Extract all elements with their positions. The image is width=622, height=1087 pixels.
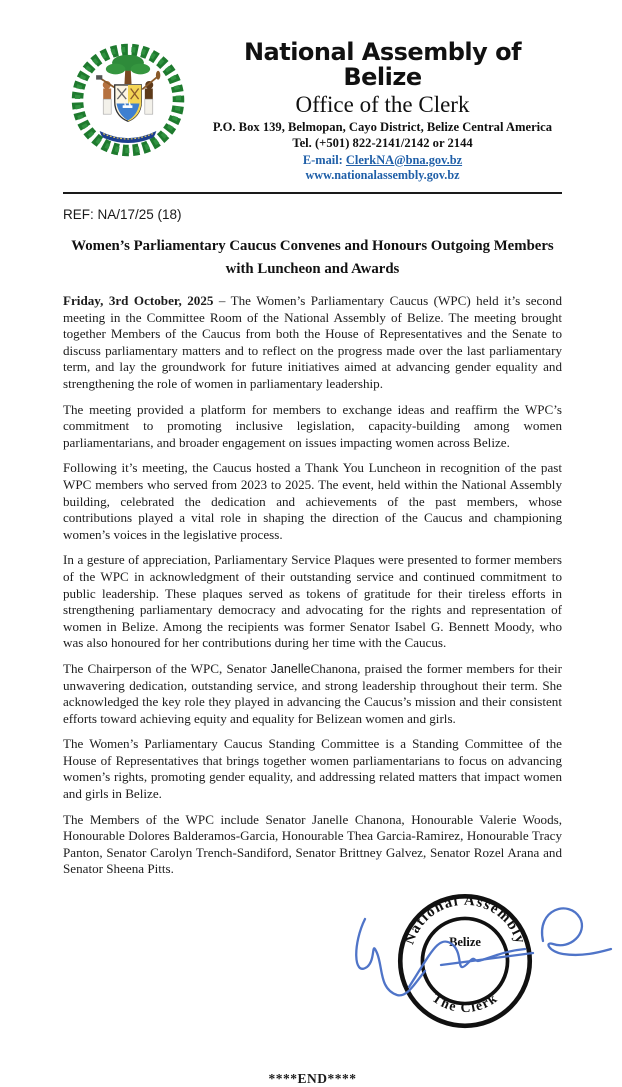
end-mark: ****END**** bbox=[268, 1071, 357, 1087]
office-name: Office of the Clerk bbox=[295, 92, 470, 118]
paragraph-4: In a gesture of appreciation, Parliamentary Service Plaques were presented to former members of the WPC in acknowledgment of their outstanding service and continued commitment to public leadership. These plaques served as tokens of gratitude for their tireless efforts in strengthening parliamentary democracy and advocating for the rights and representation of women in Belize. Among the recipients was former Senator Isabel G. Bennett Moody, who was also honoured for her contributions during her time with the Caucus. bbox=[63, 552, 562, 651]
stamp-and-signature-area bbox=[63, 887, 562, 1039]
email-link[interactable]: ClerkNA@bna.gov.bz bbox=[345, 152, 463, 167]
reference-number: REF: NA/17/25 (18) bbox=[63, 207, 182, 223]
belize-coat-of-arms bbox=[63, 36, 195, 167]
paragraph-5-post: Chanona, praised the former members for their unwavering dedication, outstanding service, and strong leadership throughout their term. She acknowledged the key role they played in advancing the Caucus’s mission and their consistent efforts toward achieving equity and equality for Belizean women and girls. bbox=[63, 660, 562, 726]
website-line bbox=[203, 168, 562, 183]
stamp-center-text: Belize bbox=[449, 935, 481, 950]
paragraph-5-pre: The Chairperson of the WPC, Senator bbox=[63, 660, 271, 676]
address-line: P.O. Box 139, Belmopan, Cayo District, Belize Central America bbox=[212, 119, 553, 134]
phone-line: Tel. (+501) 822-2141/2142 or 2144 bbox=[292, 136, 473, 151]
belize-coat-of-arms-icon bbox=[63, 38, 193, 162]
website-link[interactable]: www.nationalassembly.gov.bz bbox=[305, 167, 460, 182]
paragraph-1-text: – The Women’s Parliamentary Caucus (WPC) held it’s second meeting in the Committee Room of the National Assembly of Belize. The meeting brought together Members of the Caucus from both the House of Representatives and the Senate to discuss parliamentary matters and to reflect on the progress made over the last parliamentary term, and lay the groundwork for future initiatives aimed at advancing gender equality and strengthening the role of women in parliamentary leadership. bbox=[63, 293, 562, 391]
paragraph-6: The Women’s Parliamentary Caucus Standing Committee is a Standing Committee of the House of Representatives that brings together women parliamentarians to focus on advancing women’s rights, promoting gender equality, and addressing related matters that impact women and girls in Belize. bbox=[63, 736, 562, 802]
stamp-bottom-text: The Clerk bbox=[428, 990, 502, 1017]
paragraph-7: The Members of the WPC include Senator Janelle Chanona, Honourable Valerie Woods, Honourable Dolores Balderamos-Garcia, Honourable Thea Garcia-Ramirez, Honourable Tracy Panton, Senator Carolyn Trench-Sandiford, Senator Brittney Galvez, Senator Rozel Arana and Senator Sheena Pitts. bbox=[63, 811, 562, 877]
clerk-signature bbox=[343, 891, 622, 1016]
letterhead-text bbox=[203, 36, 562, 183]
email-line bbox=[203, 153, 562, 168]
document-body bbox=[63, 293, 562, 878]
paragraph-2: The meeting provided a platform for members to exchange ideas and reaffirm the WPC’s commitment to promoting inclusive legislation, capacity-building among women parliamentarians, and broader engagement on issues impacting women across Belize. bbox=[63, 401, 562, 450]
paragraph-3: Following it’s meeting, the Caucus hosted a Thank You Luncheon in recognition of the past WPC members who served from 2023 to 2025. The event, held within the National Assembly building, celebrated the dedication and achievements of the past members, whose contributions played a vital role in shaping the direction of the Caucus and championing women’s voices in the legislative process. bbox=[63, 460, 562, 542]
inserted-name: Janelle bbox=[270, 661, 311, 676]
org-name: National Assembly of Belize bbox=[243, 38, 522, 92]
paragraph-5 bbox=[63, 661, 562, 727]
stamp-top-text: National Assembly bbox=[401, 892, 529, 947]
letterhead bbox=[63, 36, 562, 183]
header-divider bbox=[63, 192, 562, 195]
document-title: Women’s Parliamentary Caucus Convenes and Honours Outgoing Members with Luncheon and Awards bbox=[71, 238, 554, 278]
date-lead: Friday, 3rd October, 2025 bbox=[63, 293, 214, 309]
email-label: E-mail: bbox=[302, 152, 346, 167]
paragraph-1 bbox=[63, 293, 562, 393]
